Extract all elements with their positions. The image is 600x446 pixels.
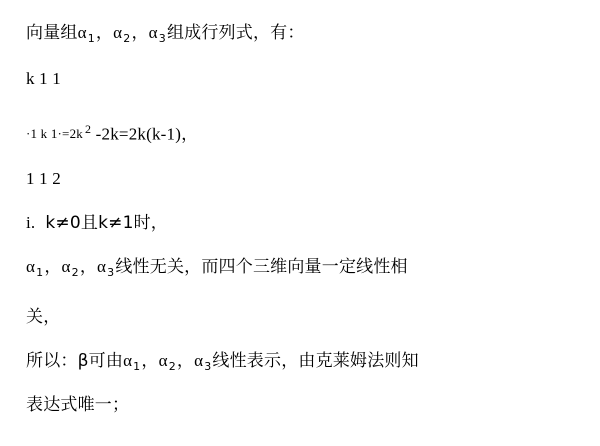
alpha-symbol-7: α — [123, 351, 133, 370]
alpha-subscript-9: 3 — [204, 360, 212, 374]
alpha-subscript-7: 1 — [133, 360, 141, 374]
determinant-row-3 — [26, 168, 61, 190]
intro-comma-1: ， — [95, 23, 114, 43]
case-i-condition: k≠0且k≠1时， — [45, 213, 168, 233]
determinant-row-2-equation — [26, 118, 198, 146]
alpha-subscript-8: 2 — [168, 360, 176, 374]
indep-comma-1: ， — [44, 257, 62, 277]
conclusion-tail: 线性表示，由克莱姆法则知 — [212, 351, 419, 371]
related-line — [26, 306, 60, 328]
concl-comma-2: ， — [176, 351, 195, 371]
indep-tail-text: 线性无关，而四个三维向量一定线性相 — [115, 257, 408, 277]
alpha-symbol-3: α — [148, 23, 158, 42]
alpha-subscript-3: 3 — [158, 32, 166, 46]
conclusion-line — [26, 350, 419, 378]
alpha-subscript-5: 2 — [71, 266, 79, 280]
indep-comma-2: ， — [79, 257, 98, 277]
alpha-symbol-5: α — [61, 257, 71, 276]
text-line-intro — [26, 22, 305, 50]
case-i-line — [26, 212, 168, 234]
case-i-label: i. — [26, 213, 36, 232]
intro-prefix: 向量组 — [26, 23, 78, 43]
alpha-subscript-6: 3 — [107, 266, 115, 280]
intro-suffix: 组成行列式，有： — [166, 23, 305, 43]
alpha-symbol-1: α — [77, 23, 87, 42]
exponent-two: 2 — [85, 122, 92, 136]
related-text: 关， — [26, 307, 61, 327]
alpha-symbol-8: α — [158, 351, 168, 370]
determinant-row-1 — [26, 68, 61, 90]
concl-comma-1: ， — [141, 351, 159, 371]
determinant-row-1-text: k 1 1 — [26, 69, 61, 88]
conclusion-prefix: 所以：β可由 — [26, 351, 124, 371]
linear-independence-line — [26, 256, 408, 284]
alpha-symbol-2: α — [113, 23, 123, 42]
alpha-symbol-4: α — [26, 257, 36, 276]
alpha-subscript-1: 1 — [87, 32, 95, 46]
uniqueness-line — [26, 394, 129, 416]
alpha-symbol-6: α — [97, 257, 107, 276]
alpha-subscript-4: 1 — [36, 266, 44, 280]
uniqueness-text: 表达式唯一； — [26, 395, 130, 415]
determinant-row-3-text: 1 1 2 — [26, 169, 61, 188]
determinant-row-2-tail: -2k=2k(k-1)， — [91, 124, 199, 144]
alpha-subscript-2: 2 — [123, 32, 131, 46]
determinant-row-2-lead: ·1 k 1·=2k — [26, 125, 83, 141]
intro-comma-2: ， — [131, 23, 149, 43]
alpha-symbol-9: α — [194, 351, 204, 370]
